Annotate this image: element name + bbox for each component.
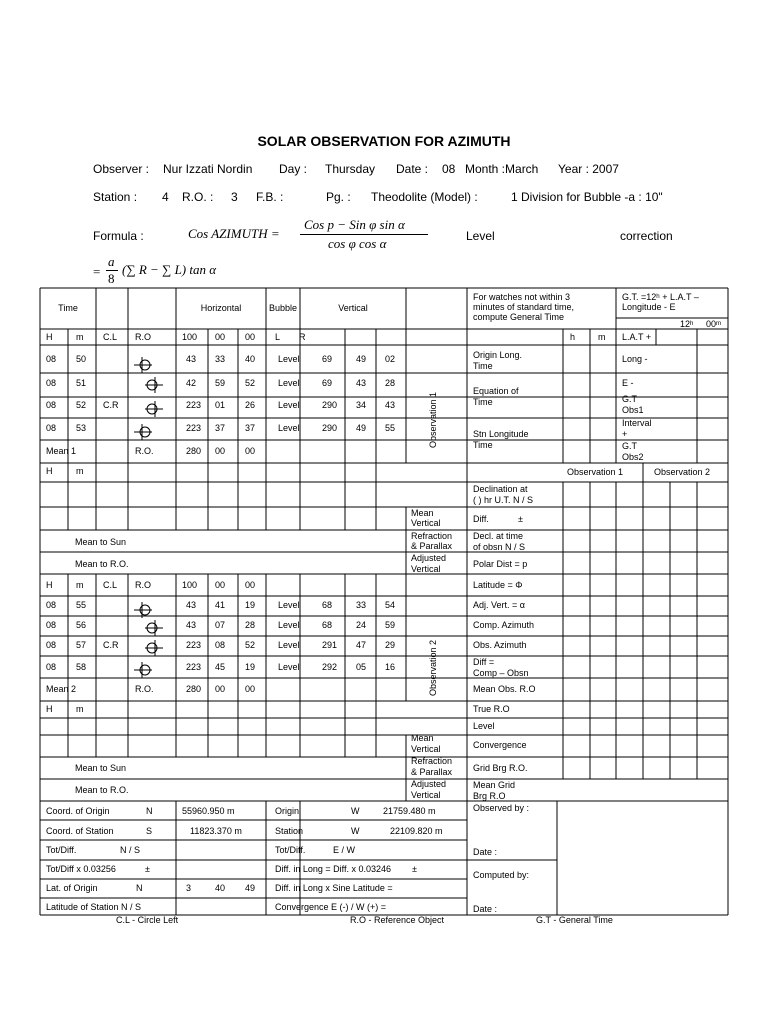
lat-plus: L.A.T + bbox=[622, 332, 652, 342]
observation2-label: Observation 2 bbox=[428, 639, 438, 697]
tot-ew: E / W bbox=[333, 845, 355, 855]
obs2-cell: 05 bbox=[356, 662, 367, 672]
obs2-cell: 08 bbox=[46, 662, 57, 672]
column-header: L bbox=[275, 332, 281, 342]
sun-right-limb-icon bbox=[145, 377, 163, 393]
watches-note: For watches not within 3 bbox=[473, 292, 571, 302]
gt-hours: 12ʰ bbox=[680, 319, 694, 329]
right-m: m bbox=[598, 332, 606, 342]
obs1-cell: 69 bbox=[322, 378, 333, 388]
obs2-column-header: 00 bbox=[215, 580, 226, 590]
obs1-cell: 55 bbox=[385, 423, 396, 433]
ro-label: R.O. : bbox=[182, 190, 214, 204]
hm-m: m bbox=[76, 704, 84, 714]
station-label: Station : bbox=[93, 190, 138, 204]
obs2-cell: Level bbox=[278, 662, 300, 672]
obs2-cell: 19 bbox=[245, 600, 256, 610]
polar-dist: Polar Dist = p bbox=[473, 559, 528, 569]
tot-diff: Tot/Diff. bbox=[46, 845, 77, 855]
page-title: SOLAR OBSERVATION FOR AZIMUTH bbox=[257, 133, 511, 149]
column-header: R.O bbox=[135, 332, 152, 342]
obs2-cell: Level bbox=[278, 600, 300, 610]
obs1-cell: 69 bbox=[322, 354, 333, 364]
obs1-cell: 08 bbox=[46, 400, 57, 410]
adjusted: Vertical bbox=[411, 564, 441, 574]
gt-minutes: 00ᵐ bbox=[706, 319, 722, 329]
interval: + bbox=[622, 429, 628, 439]
obs1-cell: 28 bbox=[385, 378, 396, 388]
date-label: Date : bbox=[396, 162, 429, 176]
ro-value: 3 bbox=[231, 190, 238, 204]
header-bubble: Bubble bbox=[268, 303, 298, 313]
obs2-column-header: m bbox=[76, 580, 84, 590]
cos-azimuth: Cos AZIMUTH = bbox=[188, 226, 280, 241]
coord-w: W bbox=[351, 826, 360, 836]
column-header: m bbox=[76, 332, 84, 342]
sun-left-limb-icon bbox=[134, 357, 152, 373]
obs2-cell: C.R bbox=[103, 640, 119, 650]
hm-h: H bbox=[46, 466, 53, 476]
level-label: Level bbox=[473, 721, 495, 731]
obs1-cell: 08 bbox=[46, 423, 57, 433]
observation1-label: Observation 1 bbox=[428, 391, 438, 449]
column-header: C.L bbox=[103, 332, 118, 342]
gt-obs2: G.T bbox=[622, 441, 637, 451]
column-header: 00 bbox=[245, 332, 256, 342]
mean2-cell: Mean 2 bbox=[46, 684, 77, 694]
formula-denominator: cos φ cos α bbox=[328, 236, 387, 251]
obs1-cell: 37 bbox=[245, 423, 256, 433]
fb-label: F.B. : bbox=[256, 190, 284, 204]
mean1-cell: 00 bbox=[245, 446, 256, 456]
mean-to-ro: Mean to R.O. bbox=[75, 559, 129, 569]
comp-azimuth: Comp. Azimuth bbox=[473, 620, 535, 630]
adjusted: Vertical bbox=[411, 790, 441, 800]
obs1-cell: Level bbox=[278, 423, 300, 433]
obs1-cell: 42 bbox=[186, 378, 197, 388]
obs1-cell: 51 bbox=[76, 378, 87, 388]
coord-n: N bbox=[146, 806, 153, 816]
diff-comp: Diff = bbox=[473, 657, 495, 667]
observed-by: Observed by : bbox=[473, 803, 530, 813]
col-observation1: Observation 1 bbox=[567, 467, 624, 477]
mean-obs-ro: Mean Obs. R.O bbox=[473, 684, 536, 694]
coord-s: S bbox=[146, 826, 153, 836]
obs2-cell: 57 bbox=[76, 640, 87, 650]
obs2-cell: 07 bbox=[215, 620, 226, 630]
obs1-cell: 43 bbox=[385, 400, 396, 410]
obs1-cell: 52 bbox=[245, 378, 256, 388]
obs2-cell: 54 bbox=[385, 600, 396, 610]
right-h: h bbox=[570, 332, 576, 342]
column-header: R bbox=[299, 332, 306, 342]
obs2-cell: 19 bbox=[245, 662, 256, 672]
origin-long: Time bbox=[473, 361, 493, 371]
obs2-cell: 223 bbox=[186, 662, 202, 672]
lat-sec: 49 bbox=[245, 883, 256, 893]
obs1-cell: 52 bbox=[76, 400, 87, 410]
obs1-cell: Level bbox=[278, 354, 300, 364]
decl-at-time: Decl. at time bbox=[473, 531, 524, 541]
obs1-cell: Level bbox=[278, 400, 300, 410]
obs1-cell: 43 bbox=[186, 354, 197, 364]
date-label: Date : bbox=[473, 847, 498, 857]
convergence-ew: Convergence E (-) / W (+) = bbox=[275, 902, 387, 912]
refraction: Refraction bbox=[411, 531, 453, 541]
obs1-cell: 59 bbox=[215, 378, 226, 388]
obs2-cell: 41 bbox=[215, 600, 226, 610]
obs1-cell: 08 bbox=[46, 378, 57, 388]
year-value: Year : 2007 bbox=[558, 162, 619, 176]
level-word: Level bbox=[466, 229, 495, 243]
station-value: 4 bbox=[162, 190, 169, 204]
mean-to-ro: Mean to R.O. bbox=[75, 785, 129, 795]
mean-vertical: Mean bbox=[411, 733, 434, 743]
tot-diff-x: Tot/Diff x 0.03256 bbox=[46, 864, 116, 874]
formula-sum: (∑ R − ∑ L) tan α bbox=[122, 262, 217, 277]
obs2-cell: 08 bbox=[46, 600, 57, 610]
header-time: Time bbox=[58, 303, 78, 313]
declination: Declination at bbox=[473, 484, 528, 494]
obs1-cell: Level bbox=[278, 378, 300, 388]
formula-label: Formula : bbox=[93, 229, 144, 243]
grid-brg-ro: Grid Brg R.O. bbox=[473, 763, 528, 773]
obs1-cell: 26 bbox=[245, 400, 256, 410]
obs2-cell: 45 bbox=[215, 662, 226, 672]
pg-label: Pg. : bbox=[326, 190, 351, 204]
refraction: & Parallax bbox=[411, 541, 453, 551]
diff-comp: Comp – Obsn bbox=[473, 668, 529, 678]
obs2-cell: 59 bbox=[385, 620, 396, 630]
obs2-column-header: H bbox=[46, 580, 53, 590]
obs2-cell: 55 bbox=[76, 600, 87, 610]
watches-note: compute General Time bbox=[473, 312, 565, 322]
obs2-cell: 28 bbox=[245, 620, 256, 630]
adjusted: Adjusted bbox=[411, 553, 447, 563]
station-westing: 22109.820 m bbox=[390, 826, 443, 836]
mean2-cell: 00 bbox=[215, 684, 226, 694]
obs2-cell: 08 bbox=[46, 620, 57, 630]
obs2-cell: 291 bbox=[322, 640, 338, 650]
gt-note: Longitude - E bbox=[622, 302, 676, 312]
diff: Diff. bbox=[473, 514, 489, 524]
obs1-cell: 223 bbox=[186, 400, 202, 410]
hm-h: H bbox=[46, 704, 53, 714]
obs1-cell: 50 bbox=[76, 354, 87, 364]
sun-left-limb-icon bbox=[134, 662, 152, 678]
obs2-column-header: 100 bbox=[182, 580, 198, 590]
obs1-cell: 43 bbox=[356, 378, 367, 388]
stn-longitude: Time bbox=[473, 440, 493, 450]
header-horizontal: Horizontal bbox=[200, 303, 242, 313]
obs2-cell: 24 bbox=[356, 620, 367, 630]
gt-note: G.T. =12ʰ + L.A.T – bbox=[622, 292, 699, 302]
adjusted: Adjusted bbox=[411, 779, 447, 789]
obs1-cell: 40 bbox=[245, 354, 256, 364]
coord-w: W bbox=[351, 806, 360, 816]
tot-diff-2: Tot/Diff. bbox=[275, 845, 306, 855]
column-header: H bbox=[46, 332, 53, 342]
formula-8: 8 bbox=[108, 271, 115, 286]
obs2-column-header: C.L bbox=[103, 580, 118, 590]
obs2-cell: 08 bbox=[215, 640, 226, 650]
obs2-cell: 56 bbox=[76, 620, 87, 630]
formula-eq: = bbox=[93, 264, 101, 279]
mean-to-sun: Mean to Sun bbox=[75, 537, 127, 547]
obs2-cell: 68 bbox=[322, 600, 333, 610]
footnote-ro: R.O - Reference Object bbox=[350, 915, 445, 925]
equation-of-time: Time bbox=[473, 397, 493, 407]
diff-long-sine: Diff. in Long x Sine Latitude = bbox=[275, 883, 393, 893]
header-vertical: Vertical bbox=[338, 303, 368, 313]
convergence-label: Convergence bbox=[473, 740, 527, 750]
watches-note: minutes of standard time, bbox=[473, 302, 575, 312]
footnote-cl: C.L - Circle Left bbox=[116, 915, 179, 925]
date-value: 08 bbox=[442, 162, 456, 176]
bubble-division: 1 Division for Bubble -a : 10" bbox=[511, 190, 663, 204]
equation-of-time: Equation of bbox=[473, 386, 519, 396]
mean1-cell: 00 bbox=[215, 446, 226, 456]
mean-to-sun: Mean to Sun bbox=[75, 763, 127, 773]
origin-label: Origin bbox=[275, 806, 300, 816]
obs1-cell: 08 bbox=[46, 354, 57, 364]
coord-station: Coord. of Station bbox=[46, 826, 114, 836]
mean-grid: Brg R.O bbox=[473, 791, 506, 801]
formula-numerator: Cos p − Sin φ sin α bbox=[304, 217, 405, 232]
plus-minus: ± bbox=[145, 864, 150, 874]
mean-vertical: Vertical bbox=[411, 518, 441, 528]
obs2-cell: Level bbox=[278, 640, 300, 650]
footnote-gt: G.T - General Time bbox=[536, 915, 613, 925]
origin-northing: 55960.950 m bbox=[182, 806, 235, 816]
obs2-cell: Level bbox=[278, 620, 300, 630]
sun-right-limb-icon bbox=[145, 401, 163, 417]
obs-azimuth: Obs. Azimuth bbox=[473, 640, 527, 650]
date-label-2: Date : bbox=[473, 904, 498, 914]
day-label: Day : bbox=[279, 162, 308, 176]
obs2-cell: 43 bbox=[186, 620, 197, 630]
plus-minus: ± bbox=[412, 864, 417, 874]
origin-westing: 21759.480 m bbox=[383, 806, 436, 816]
mean-grid: Mean Grid bbox=[473, 780, 516, 790]
mean2-cell: R.O. bbox=[135, 684, 154, 694]
obs1-cell: C.R bbox=[103, 400, 119, 410]
obs1-cell: 290 bbox=[322, 423, 338, 433]
plus-minus: ± bbox=[518, 514, 523, 524]
observer-label: Observer : bbox=[93, 162, 150, 176]
diff-in-long: Diff. in Long = Diff. x 0.03246 bbox=[275, 864, 391, 874]
refraction: & Parallax bbox=[411, 767, 453, 777]
obs2-cell: 68 bbox=[322, 620, 333, 630]
obs2-cell: 29 bbox=[385, 640, 396, 650]
interval: Interval bbox=[622, 418, 652, 428]
correction-word: correction bbox=[620, 229, 673, 243]
adj-vert: Adj. Vert. = α bbox=[473, 600, 525, 610]
gt-obs1: Obs1 bbox=[622, 405, 644, 415]
station-southing: 11823.370 m bbox=[190, 826, 242, 836]
latitude: Latitude = Φ bbox=[473, 580, 523, 590]
lat-origin: Lat. of Origin bbox=[46, 883, 98, 893]
obs1-cell: 49 bbox=[356, 354, 367, 364]
tot-ns: N / S bbox=[120, 845, 141, 855]
obs2-cell: 47 bbox=[356, 640, 367, 650]
gt-obs1: G.T bbox=[622, 394, 637, 404]
obs1-cell: 33 bbox=[215, 354, 226, 364]
col-observation2: Observation 2 bbox=[654, 467, 711, 477]
obs1-cell: 37 bbox=[215, 423, 226, 433]
obs2-column-header: R.O bbox=[135, 580, 152, 590]
e-minus: E - bbox=[622, 378, 634, 388]
obs1-cell: 53 bbox=[76, 423, 87, 433]
true-ro: True R.O bbox=[473, 704, 510, 714]
gt-obs2: Obs2 bbox=[622, 452, 644, 462]
obs1-cell: 290 bbox=[322, 400, 338, 410]
coord-origin: Coord. of Origin bbox=[46, 806, 110, 816]
obs1-cell: 02 bbox=[385, 354, 396, 364]
mean1-cell: 280 bbox=[186, 446, 202, 456]
obs2-cell: 58 bbox=[76, 662, 87, 672]
obs2-cell: 292 bbox=[322, 662, 338, 672]
sun-right-limb-icon bbox=[145, 620, 163, 636]
obs1-cell: 49 bbox=[356, 423, 367, 433]
long-minus: Long - bbox=[622, 354, 648, 364]
mean-vertical: Mean bbox=[411, 508, 434, 518]
mean2-cell: 280 bbox=[186, 684, 202, 694]
decl-at-time: of obsn N / S bbox=[473, 542, 526, 552]
mean-vertical: Vertical bbox=[411, 744, 441, 754]
obs2-cell: 16 bbox=[385, 662, 396, 672]
sun-right-limb-icon bbox=[145, 640, 163, 656]
month-value: Month :March bbox=[465, 162, 539, 176]
lat-station: Latitude of Station N / S bbox=[46, 902, 142, 912]
sun-left-limb-icon bbox=[134, 424, 152, 440]
obs2-cell: 43 bbox=[186, 600, 197, 610]
obs2-cell: 33 bbox=[356, 600, 367, 610]
station-label: Station bbox=[275, 826, 304, 836]
obs2-cell: 223 bbox=[186, 640, 202, 650]
lat-n: N bbox=[136, 883, 143, 893]
observer-value: Nur Izzati Nordin bbox=[163, 162, 253, 176]
declination: ( ) hr U.T. N / S bbox=[473, 495, 534, 505]
hm-m: m bbox=[76, 466, 84, 476]
mean2-cell: 00 bbox=[245, 684, 256, 694]
obs2-column-header: 00 bbox=[245, 580, 256, 590]
lat-deg: 3 bbox=[186, 883, 192, 893]
theodolite-label: Theodolite (Model) : bbox=[371, 190, 478, 204]
computed-by: Computed by: bbox=[473, 870, 530, 880]
day-value: Thursday bbox=[325, 162, 376, 176]
mean1-cell: R.O. bbox=[135, 446, 154, 456]
refraction: Refraction bbox=[411, 756, 453, 766]
stn-longitude: Stn Longitude bbox=[473, 429, 529, 439]
column-header: 100 bbox=[182, 332, 198, 342]
obs1-cell: 34 bbox=[356, 400, 367, 410]
column-header: 00 bbox=[215, 332, 226, 342]
obs1-cell: 223 bbox=[186, 423, 202, 433]
lat-min: 40 bbox=[215, 883, 226, 893]
origin-long: Origin Long. bbox=[473, 350, 523, 360]
obs2-cell: 52 bbox=[245, 640, 256, 650]
obs2-cell: 08 bbox=[46, 640, 57, 650]
mean1-cell: Mean 1 bbox=[46, 446, 77, 456]
obs1-cell: 01 bbox=[215, 400, 226, 410]
formula-a: a bbox=[108, 254, 115, 269]
